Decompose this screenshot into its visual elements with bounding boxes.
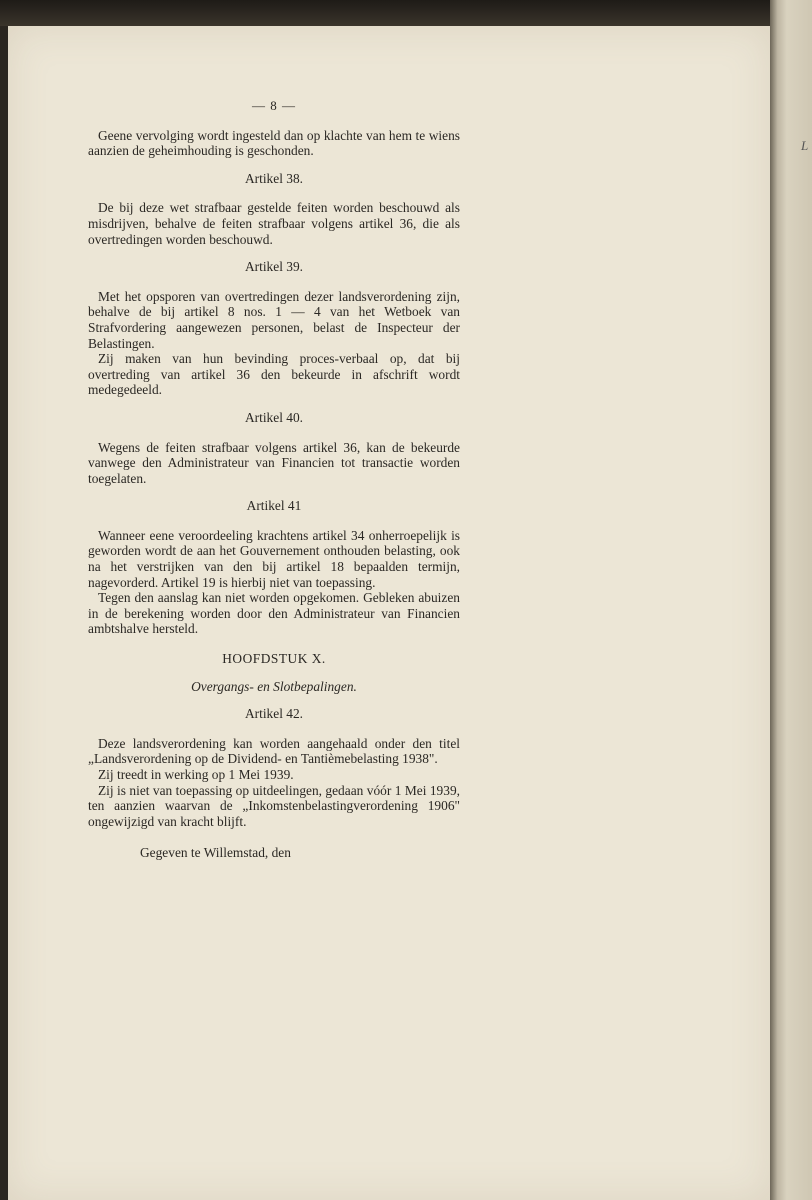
next-page-edge: [770, 0, 812, 1200]
article-heading: Artikel 38.: [244, 170, 303, 186]
paragraph: De bij deze wet strafbaar gestelde feiten worden beschouwd als misdrijven, behalve de feiten strafbaar volgens artikel 36, die als overtredingen worden beschouwd.: [88, 200, 460, 247]
paragraph: Deze landsverordening kan worden aangehaald onder den titel „Landsverordening op de Dividend- en Tantièmebelasting 1938".: [88, 735, 460, 767]
chapter-subtitle: Overgangs- en Slotbepalingen.: [191, 678, 357, 694]
paragraph: Wanneer eene veroordeeling krachtens artikel 34 onherroepelijk is geworden wordt de aan het Gouvernement onthouden belasting, ook na het verstrijken van den bij artikel 18 bepaalden termijn, nagevorderd. Artikel 19 is hierbij niet van toepassing.: [88, 527, 460, 590]
paragraph: Met het opsporen van overtredingen dezer landsverordening zijn, behalve de bij artikel 8 nos. 1 — 4 van het Wetboek van Strafvordering aangewezen personen, belast de Inspecteur der Belastingen.: [88, 288, 460, 351]
signature-line: Gegeven te Willemstad, den: [140, 845, 291, 861]
page-number: — 8 —: [252, 98, 296, 113]
paragraph: Tegen den aanslag kan niet worden opgekomen. Gebleken abuizen in de berekening worden door den Administrateur van Financien ambtshalve hersteld.: [88, 590, 460, 637]
chapter-heading: HOOFDSTUK X.: [222, 651, 326, 667]
document-page: [8, 26, 770, 1200]
page-content: [88, 98, 460, 861]
paragraph: Zij maken van hun bevinding proces-verbaal op, dat bij overtreding van artikel 36 den bekeurde in afschrift wordt medegedeeld.: [88, 351, 460, 398]
article-heading: Artikel 39.: [244, 259, 303, 275]
article-heading: Artikel 41: [246, 498, 302, 514]
paragraph: Wegens de feiten strafbaar volgens artikel 36, kan de bekeurde vanwege den Administrateur van Financien tot transactie worden toegelaten.: [88, 439, 460, 486]
paragraph: Zij is niet van toepassing op uitdeelingen, gedaan vóór 1 Mei 1939, ten aanzien waarvan de „Inkomstenbelastingverordening 1906" ongewijzigd van kracht blijft.: [88, 782, 460, 829]
paragraph: Geene vervolging wordt ingesteld dan op klachte van hem te wiens aanzien de geheimhouding is geschonden.: [88, 127, 460, 159]
edge-letter: L: [801, 138, 809, 153]
paragraph: Zij treedt in werking op 1 Mei 1939.: [98, 767, 294, 782]
scan-top-border: [0, 0, 812, 26]
article-heading: Artikel 40.: [244, 409, 303, 425]
article-heading: Artikel 42.: [244, 706, 303, 722]
